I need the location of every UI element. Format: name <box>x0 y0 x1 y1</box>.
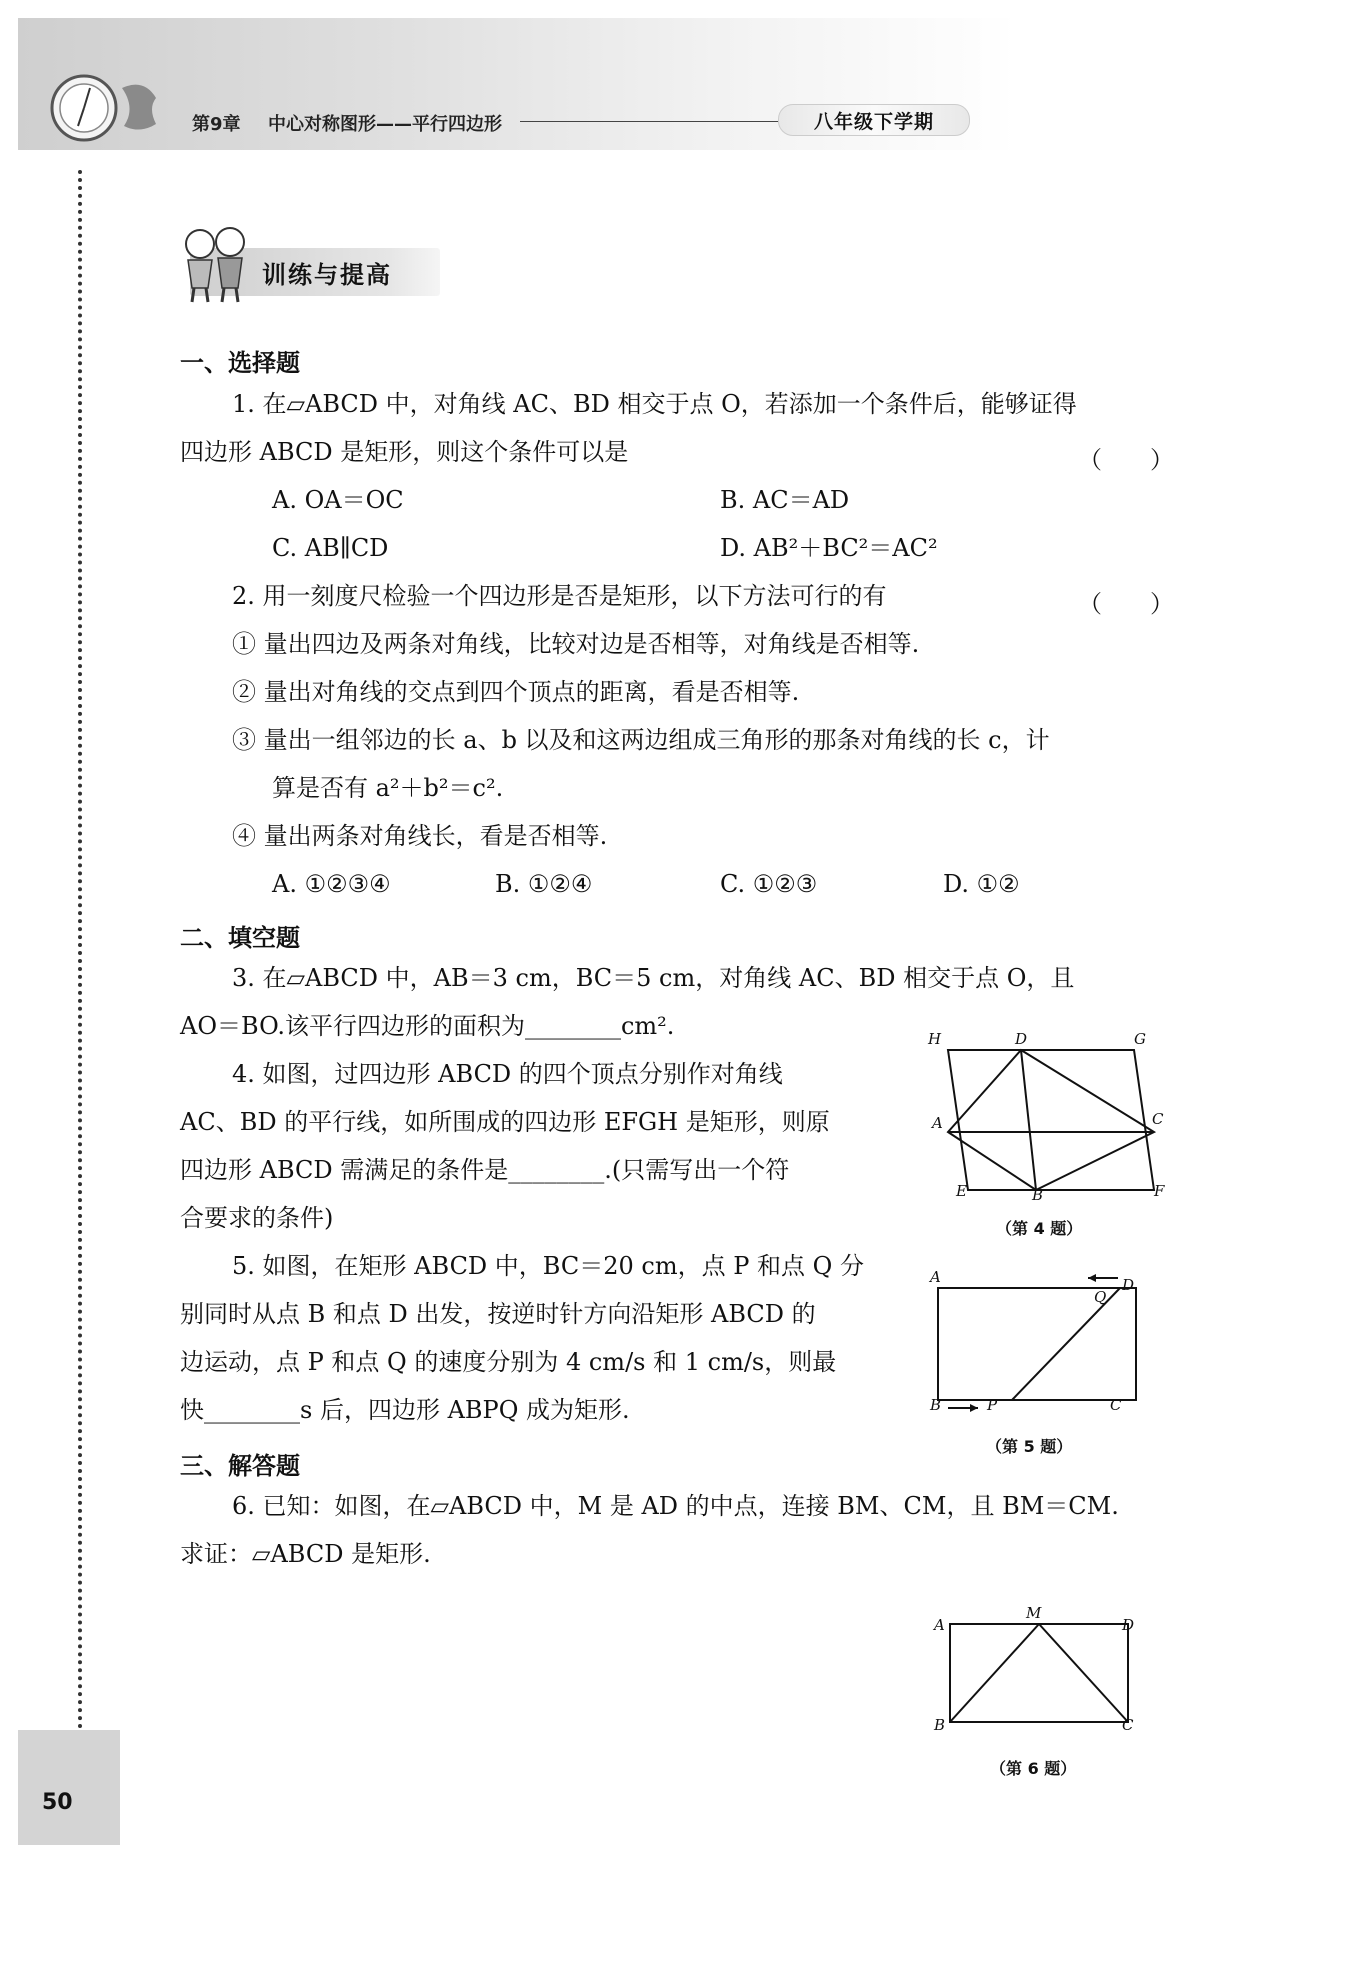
q1-option-c: C. AB∥CD <box>272 534 389 562</box>
section-banner-title: 训练与提高 <box>262 261 392 289</box>
fig5-label-a: A <box>930 1268 941 1286</box>
q2-line1: 2. 用一刻度尺检验一个四边形是否是矩形，以下方法可行的有 <box>232 582 887 610</box>
q5-line4: 快________s 后，四边形 ABPQ 成为矩形. <box>180 1396 630 1424</box>
fig4-label-f: F <box>1154 1182 1165 1200</box>
page-number-tab <box>18 1730 120 1845</box>
q1-option-d: D. AB²＋BC²＝AC² <box>720 534 938 562</box>
fig4-label-a: A <box>932 1114 943 1132</box>
q4-line2: AC、BD 的平行线，如所围成的四边形 EFGH 是矩形，则原 <box>180 1108 830 1136</box>
fig6-label-c: C <box>1122 1716 1134 1734</box>
fig4-caption: （第 4 题） <box>996 1219 1083 1238</box>
section-answer-heading: 三、解答题 <box>180 1452 300 1480</box>
fig4-label-d: D <box>1015 1030 1028 1048</box>
header-rule <box>520 121 780 122</box>
fig5-label-q: Q <box>1094 1288 1107 1306</box>
q4-line4: 合要求的条件) <box>180 1204 334 1232</box>
q2-option-d: D. ①② <box>943 870 1020 898</box>
q3-line1: 3. 在▱ABCD 中，AB＝3 cm，BC＝5 cm，对角线 AC、BD 相交于点 O，且 <box>232 964 1075 992</box>
section-choice-heading: 一、选择题 <box>180 349 300 377</box>
grade-badge: 八年级下学期 <box>778 104 970 136</box>
q1-line1: 1. 在▱ABCD 中，对角线 AC、BD 相交于点 O，若添加一个条件后，能够证得 <box>232 390 1077 418</box>
figure-4-diagram <box>920 1028 1170 1208</box>
fig4-quad-abcd <box>948 1050 1154 1190</box>
fig5-caption: （第 5 题） <box>986 1437 1073 1456</box>
q1-option-a: A. OA＝OC <box>272 486 404 514</box>
q2-method-1: ① 量出四边及两条对角线，比较对边是否相等，对角线是否相等. <box>232 630 920 658</box>
section-fill-heading: 二、填空题 <box>180 924 300 952</box>
figure-6-diagram <box>940 1610 1140 1740</box>
fig6-caption: （第 6 题） <box>990 1759 1077 1778</box>
chapter-title: 中心对称图形——平行四边形 <box>268 114 502 135</box>
fig6-label-d: D <box>1122 1616 1135 1634</box>
fig6-label-a: A <box>934 1616 945 1634</box>
q6-line2: 求证：▱ABCD 是矩形. <box>180 1540 431 1568</box>
fig5-label-b: B <box>930 1396 942 1414</box>
q2-option-a: A. ①②③④ <box>272 870 391 898</box>
q4-line3: 四边形 ABCD 需满足的条件是________.(只需写出一个符 <box>180 1156 790 1184</box>
fig4-diagonal-bd <box>1021 1050 1036 1190</box>
q5-line2: 别同时从点 B 和点 D 出发，按逆时针方向沿矩形 ABCD 的 <box>180 1300 816 1328</box>
chapter-label: 第9章 <box>192 114 241 135</box>
fig6-segment-cm <box>1039 1624 1128 1722</box>
fig6-segment-bm <box>950 1624 1039 1722</box>
fig5-label-c: C <box>1110 1396 1122 1414</box>
fig4-label-b: B <box>1032 1186 1044 1204</box>
q6-line1: 6. 已知：如图，在▱ABCD 中，M 是 AD 的中点，连接 BM、CM，且 BM＝CM. <box>232 1492 1119 1520</box>
fig6-label-b: B <box>934 1716 946 1734</box>
fig4-label-g: G <box>1134 1030 1146 1048</box>
q2-answer-paren: （ ） <box>1078 590 1174 618</box>
page-number: 50 <box>42 1790 73 1815</box>
fig4-label-c: C <box>1152 1110 1164 1128</box>
q2-option-b: B. ①②④ <box>495 870 593 898</box>
q4-line1: 4. 如图，过四边形 ABCD 的四个顶点分别作对角线 <box>232 1060 783 1088</box>
compass-logo-icon <box>44 68 164 148</box>
q3-line2: AO＝BO.该平行四边形的面积为________cm². <box>180 1012 675 1040</box>
q2-method-4: ④ 量出两条对角线长，看是否相等. <box>232 822 608 850</box>
fig4-rectangle-efgh <box>948 1050 1154 1190</box>
fig6-label-m: M <box>1026 1604 1042 1622</box>
q1-option-b: B. AC＝AD <box>720 486 850 514</box>
fig4-label-e: E <box>956 1182 967 1200</box>
q1-line2: 四边形 ABCD 是矩形，则这个条件可以是 <box>180 438 629 466</box>
fig4-label-h: H <box>928 1030 942 1048</box>
q2-method-2: ② 量出对角线的交点到四个顶点的距离，看是否相等. <box>232 678 800 706</box>
kids-illustration-icon <box>178 222 258 304</box>
q2-method-3a: ③ 量出一组邻边的长 a、b 以及和这两边组成三角形的那条对角线的长 c，计 <box>232 726 1050 754</box>
margin-dots <box>78 170 82 1730</box>
q5-line3: 边运动，点 P 和点 Q 的速度分别为 4 cm/s 和 1 cm/s，则最 <box>180 1348 837 1376</box>
fig5-label-p: P <box>987 1396 998 1414</box>
fig5-label-d: D <box>1122 1276 1135 1294</box>
q2-option-c: C. ①②③ <box>720 870 818 898</box>
q5-line1: 5. 如图，在矩形 ABCD 中，BC＝20 cm，点 P 和点 Q 分 <box>232 1252 864 1280</box>
q1-answer-paren: （ ） <box>1078 446 1174 474</box>
q2-method-3b: 算是否有 a²＋b²＝c². <box>272 774 504 802</box>
fig6-rectangle-abcd <box>950 1624 1128 1722</box>
